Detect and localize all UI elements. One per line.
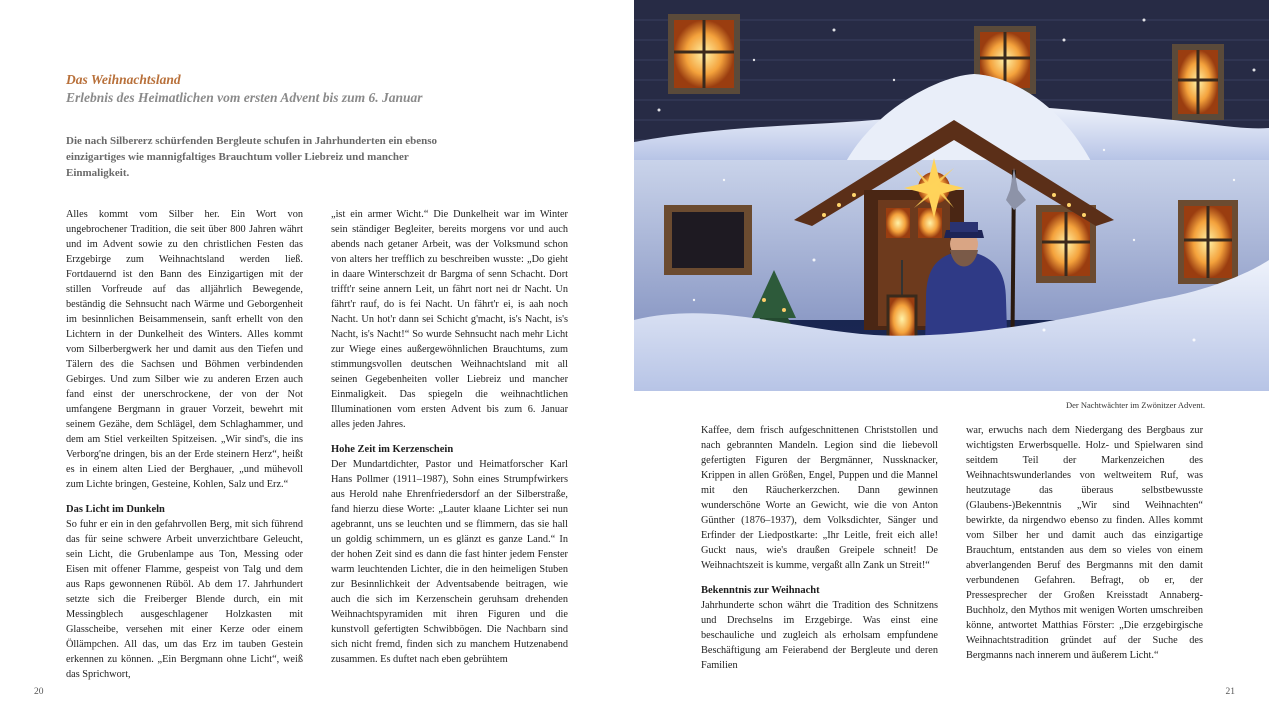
night-watchman-photo [634,0,1269,391]
left-page [0,0,634,724]
text-column-4 [966,423,1203,663]
chapter-title: Das Weihnachtsland [66,72,181,87]
page-number-right: 21 [1225,687,1235,697]
text-column-2 [331,207,568,667]
paragraph: Kaffee, dem frisch aufgeschnittenen Christstollen und nach gebrannten Mandeln. Legion sind die liebevoll gefertigten Figuren der Bergmänner, Nussknacker, Krippen in allen Größen, Engel, Puppen und die Mannel mit den Räucherkerzchen. Dann gewinnen wunderschöne Worte an Gewicht, wie die von Anton Günther (1876–1937), dem Volksdichter, Sänger und Erfinder der Liedpostkarte: „Ihr Leitle, freit eich alle! Guckt naus, wie's draußen Greipele schneit! De Weihnachtszeit is kumme, vergaßt alln Zank un Streit!“ [701,425,938,571]
right-page [634,0,1269,724]
photo-illustration [634,0,1269,391]
text-column-1 [66,207,303,682]
section-heading: Hohe Zeit im Kerzenschein [331,444,454,455]
section-heading: Das Licht im Dunkeln [66,504,165,515]
text-column-3 [701,423,938,673]
paragraph: Der Mundartdichter, Pastor und Heimatforscher Karl Hans Pollmer (1911–1987), Sohn eines Strumpfwirkers aus Herold nahe Ehrenfriedersdorf an der Silberstraße, fand hierzu diese Worte: „Lauter klaane Lichter sei nun agebrannt, uns se leuchten und se flimmern, das sie hall un goldig schimmern, un es glänzt es ganze Land.“ In der hohen Zeit sind es dann die fast hinter jedem Fenster warm leuchtenden Lichter, die in den heimeligen Stuben zur Besinnlichkeit der Adventsabende beitragen, wie auch die sich im Kerzenschein geruhsam drehenden Weihnachtspyramiden mit ihren Figuren und die kunstvoll gefertigten Schwibbögen. Die Nachbarn sind sich nicht fremd, finden sich zu manchem Hutzenabend zusammen. Es duftet nach eben gebrühtem [331,459,568,665]
section-heading: Bekenntnis zur Weihnacht [701,585,820,596]
photo-caption: Der Nachtwächter im Zwönitzer Advent. [1065,400,1205,410]
chapter-subtitle: Erlebnis des Heimatlichen vom ersten Advent bis zum 6. Januar [66,90,423,105]
paragraph: Jahrhunderte schon währt die Tradition des Schnitzens und Drechselns im Erzgebirge. Was einst eine beschauliche und zugleich als erholsam empfundene Beschäftigung am Feierabend der Bergleute und deren Familien [701,600,938,671]
paragraph: Alles kommt vom Silber her. Ein Wort von ungebrochener Tradition, die seit über 800 Jahren währt und im Advent sowie zu den christlichen Festen das Erzgebirge zum Weihnachtsland werden ließ. Fortdauernd ist den Bann des Einzigartigen mit der stillen Vorfreude auf das alljährlich Bewegende, beständig die Sehnsucht nach Wärme und Geborgenheit im besinnlichen Beisammensein, sanft erhellt von den Lichtern in der Dunkelheit des Winters. Alles kommt vom Silberbergwerk her und damit aus den Tiefen und Tälern des die Sachsen und Böhmen verbindenden Gebirges. Und zum Silber wie zu anderen Erzen auch fand einst der unerschrockene, der von der Not umfangene Bergmann in grauer Vorzeit, bewehrt mit seinem Gezähe, dem Schlägel, dem Schlaghammer, und dem am Stiel verkeilten Spitzeisen. „Wir sind's, die ins Verborg'ne dringen, bis an der Erde steinern Herz“, heißt es in einem alten Lied der Berghauer, „und mühevoll zum Lichte bringen, Gesteine, Kohlen, Salz und Erz.“ [66,209,303,490]
paragraph: war, erwuchs nach dem Niedergang des Bergbaus zur wichtigsten Erwerbsquelle. Holz- und Spielwaren sind seitdem Teil der Markenzeichen des Weihnachtswunderlandes von weltweitem Ruf, was heutzutage das überaus selbstbewusste (Glaubens-)Bekenntnis „Wir sind Weihnachten“ bewirkte, da nirgendwo ebenso zu finden. Alles kommt vom Silber her und damit auch das einzigartige Brauchtum, entstanden aus dem so vieles von einem abverlangenden Beruf des Bergmanns mit den damit verbundenen Gefahren. Befragt, ob er, der Pressesprecher der Großen Kreisstadt Annaberg-Buchholz, den Mythos mit wenigen Worten umschreiben könne, antwortet Matthias Förster: „Die erzgebirgische Weihnachtstradition gründet auf der Suche des Bergmanns nach innerem und äußerem Licht.“ [966,425,1203,661]
paragraph: „ist ein armer Wicht.“ Die Dunkelheit war im Winter sein ständiger Begleiter, bereits morgens vor und auch abends nach getaner Arbeit, was der Volksmund schon von alters her trefflich zu beschreiben wusste: „Do gieht in daare Winterschzeit dr Bargma of senn Schacht. Dort trifft'r seine annern Leit, un fährt nort nei dr Nacht. Un fährt'r rauf, do is fei Nacht. Un fährt'r ei, is aah noch Nacht. Un hot'r dann sei Schicht g'macht, is's Nacht, is's Nacht, is's Nacht!“ So wurde Sehnsucht nach mehr Licht zur Wiege eines außergewöhnlichen Brauchtums, zum stimmungsvollen deutschen Weihnachtsland mit all seinen Gegebenheiten voller Liebreiz und mancher Einmaligkeit. Das spiegeln die weihnachtlichen Illuminationen vom ersten Advent bis zum 6. Januar alles jeden Jahres. [331,209,568,430]
paragraph: So fuhr er ein in den gefahrvollen Berg, mit sich führend das für seine schwere Arbeit unverzichtbare Geleucht, sein Licht, die Grubenlampe aus Ton, Messing oder Eisen mit offener Flamme, gespeist von Talg und dem aus Raps gewonnenen Rüböl. Ab dem 17. Jahrhundert setzte sich die Freiberger Blende durch, ein mit Messingblech ausgeschlagener Holzkasten mit Glasscheibe, versehen mit einer Kerze oder einem Öllämpchen. All das, um das Erz im tauben Gestein erkennen zu können. „Ein Bergmann ohne Licht“, weiß das Sprichwort, [66,519,303,680]
page-number-left: 20 [34,687,44,697]
intro-paragraph: Die nach Silbererz schürfenden Bergleute schufen in Jahrhunderten ein ebenso einzigartiges wie mannigfaltiges Brauchtum voller Liebreiz und mancher Einmaligkeit. [66,135,438,179]
